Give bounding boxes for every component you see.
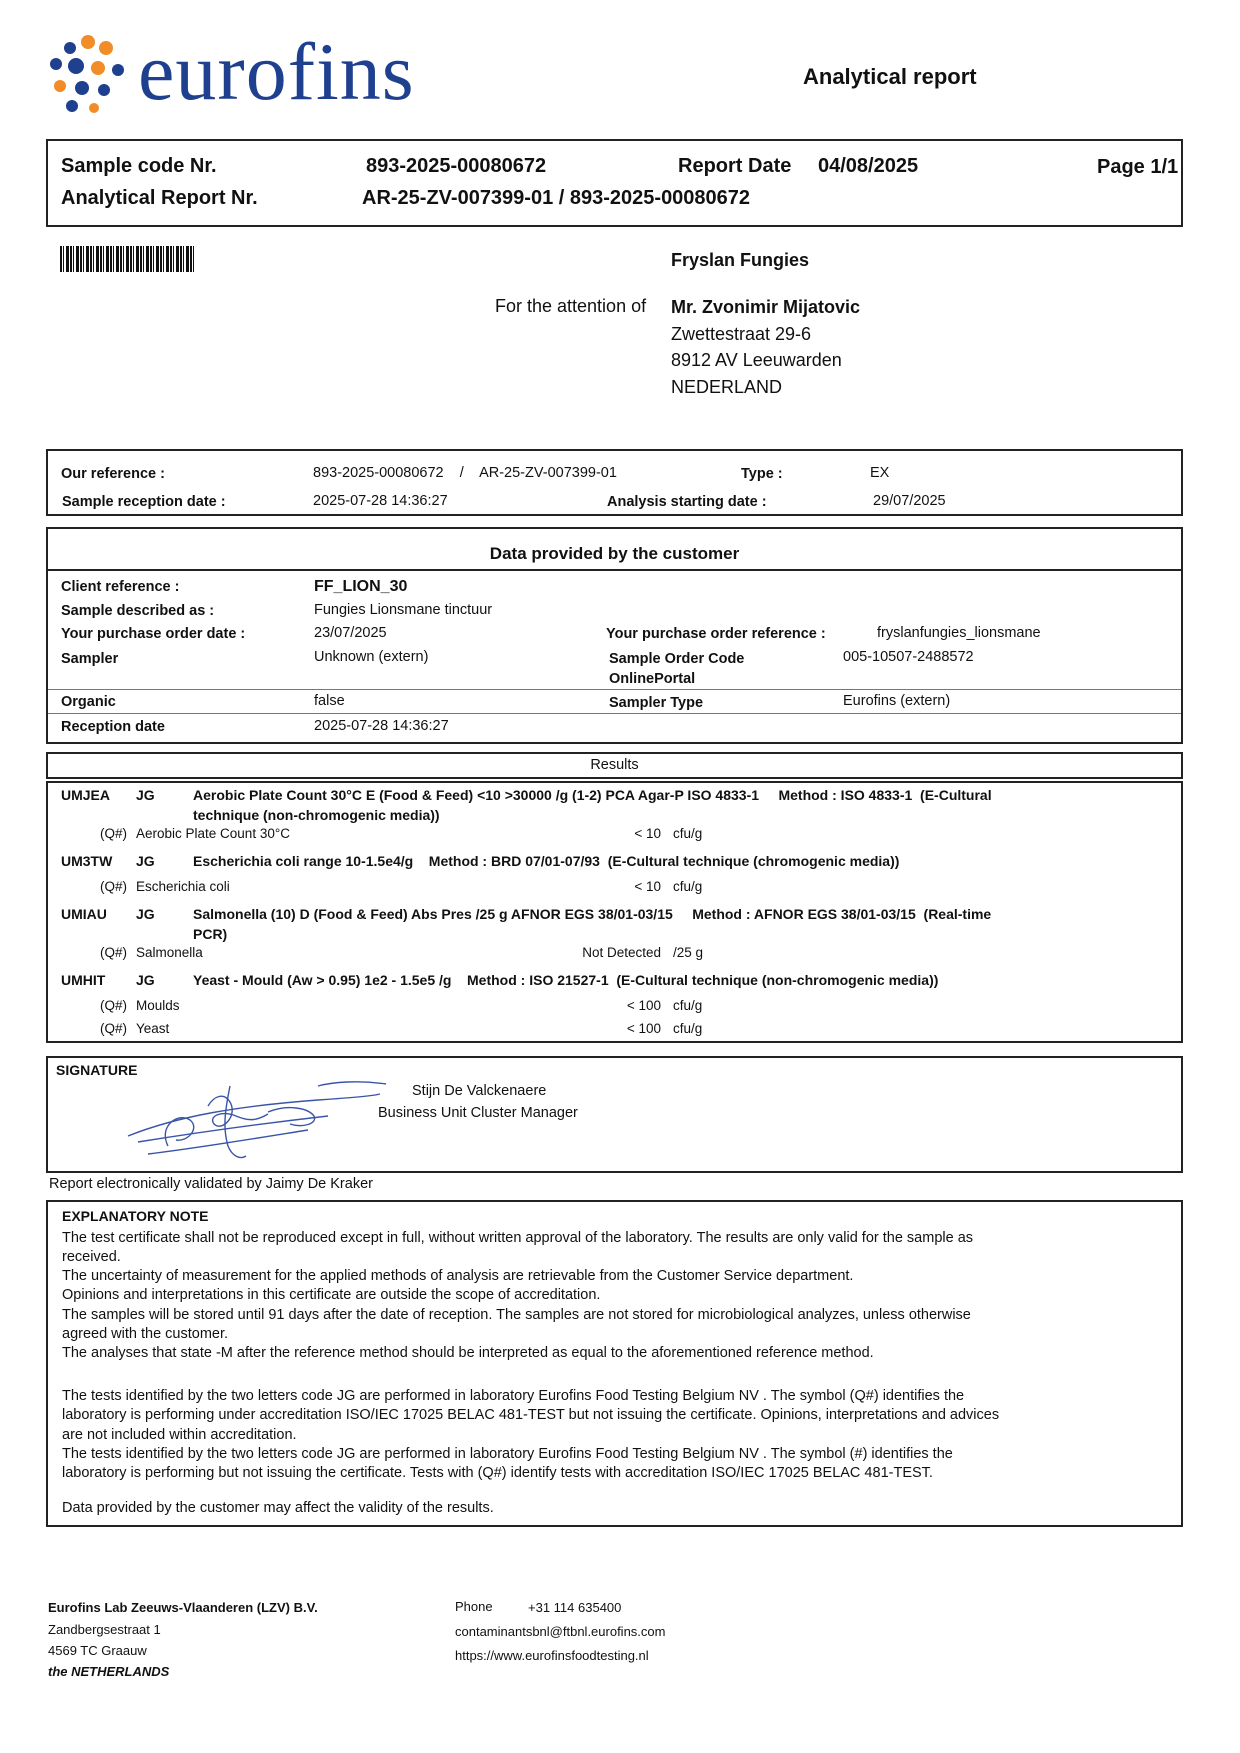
note-line: The uncertainty of measurement for the applied methods of analysis are retrievable from the Customer Service department.	[62, 1268, 854, 1284]
footer-email-link[interactable]: contaminantsbnl@ftbnl.eurofins.com	[455, 1624, 666, 1639]
results-header	[46, 752, 1183, 779]
result-value: < 100	[626, 998, 661, 1013]
sampler-label: Sampler	[61, 651, 119, 667]
type-label: Type :	[741, 466, 783, 482]
analytical-report-value: AR-25-ZV-007399-01 / 893-2025-00080672	[362, 187, 751, 209]
sample-reception-label: Sample reception date :	[62, 494, 226, 510]
result-qualifier: (Q#)	[100, 998, 127, 1013]
result-name: Yeast	[136, 1021, 170, 1036]
reception-date-value: 2025-07-28 14:36:27	[314, 718, 449, 734]
test-lab: JG	[136, 853, 155, 869]
note-line: The tests identified by the two letters code JG are performed in laboratory Eurofins Food Testing Belgium NV . The symbol (Q#) identifies the	[62, 1388, 965, 1404]
type-value: EX	[870, 465, 890, 481]
footer-country: the NETHERLANDS	[48, 1664, 170, 1679]
sample-code-value: 893-2025-00080672	[366, 155, 547, 177]
our-reference-value: 893-2025-00080672 / AR-25-ZV-007399-01	[313, 465, 617, 481]
result-name: Salmonella	[136, 945, 203, 960]
sample-reception-value: 2025-07-28 14:36:27	[313, 493, 448, 509]
eurofins-logo	[48, 34, 128, 114]
signer-role: Business Unit Cluster Manager	[378, 1105, 578, 1121]
result-name: Escherichia coli	[136, 879, 230, 894]
po-date-value: 23/07/2025	[314, 625, 387, 641]
recipient-person: Mr. Zvonimir Mijatovic	[671, 297, 861, 317]
result-qualifier: (Q#)	[100, 945, 127, 960]
result-qualifier: (Q#)	[100, 1021, 127, 1036]
note-line: agreed with the customer.	[62, 1326, 229, 1342]
handwritten-signature	[118, 1076, 388, 1168]
recipient-street: Zwettestraat 29-6	[671, 324, 812, 344]
note-line: The analyses that state -M after the reference method should be interpreted as equal to the aforementioned reference method.	[62, 1345, 874, 1361]
organic-value: false	[314, 693, 345, 709]
note-line: The tests identified by the two letters code JG are performed in laboratory Eurofins Food Testing Belgium NV . The symbol (#) identifies the	[62, 1446, 953, 1462]
note-heading: EXPLANATORY NOTE	[62, 1208, 209, 1224]
signer-name: Stijn De Valckenaere	[412, 1083, 547, 1099]
result-value: < 10	[634, 826, 661, 841]
test-description: Escherichia coli range 10-1.5e4/g Method : BRD 07/01-07/93 (E-Cultural technique (chromogenic media))	[193, 853, 900, 869]
sampler-type-value: Eurofins (extern)	[843, 693, 951, 709]
reception-date-label: Reception date	[61, 719, 165, 735]
result-name: Aerobic Plate Count 30°C	[136, 826, 290, 841]
result-unit: cfu/g	[673, 879, 703, 894]
analysis-start-value: 29/07/2025	[873, 493, 946, 509]
sample-described-label: Sample described as :	[61, 603, 215, 619]
test-lab: JG	[136, 787, 155, 803]
po-reference-label: Your purchase order reference :	[606, 626, 826, 642]
analytical-report-label: Analytical Report Nr.	[61, 187, 258, 209]
footer-city: 4569 TC Graauw	[48, 1643, 147, 1658]
footer-street: Zandbergsestraat 1	[48, 1622, 161, 1637]
sampler-value: Unknown (extern)	[314, 649, 429, 665]
page-number: Page 1/1	[1097, 156, 1179, 178]
report-title: Analytical report	[803, 64, 977, 89]
signature-heading: SIGNATURE	[56, 1062, 138, 1078]
result-unit: cfu/g	[673, 1021, 703, 1036]
footer-lab-name: Eurofins Lab Zeeuws-Vlaanderen (LZV) B.V.	[48, 1600, 318, 1615]
test-lab: JG	[136, 972, 155, 988]
po-reference-value: fryslanfungies_lionsmane	[877, 625, 1041, 641]
validation-note: Report electronically validated by Jaimy De Kraker	[49, 1176, 373, 1192]
note-line: received.	[62, 1249, 121, 1265]
po-date-label: Your purchase order date :	[61, 626, 246, 642]
result-value: < 100	[626, 1021, 661, 1036]
footer-phone-label: Phone	[455, 1599, 493, 1614]
test-code: UMIAU	[61, 906, 107, 922]
test-code: UMJEA	[61, 787, 111, 803]
our-reference-label: Our reference :	[61, 466, 165, 482]
customer-data-box	[46, 527, 1183, 744]
test-description: Yeast - Mould (Aw > 0.95) 1e2 - 1.5e5 /g Method : ISO 21527-1 (E-Cultural technique (non-chromogenic media))	[193, 972, 939, 988]
divider	[48, 569, 1181, 571]
result-unit: cfu/g	[673, 998, 703, 1013]
test-description-cont: PCR)	[193, 926, 228, 942]
note-line: Data provided by the customer may affect the validity of the results.	[62, 1500, 494, 1516]
report-date-value: 04/08/2025	[818, 155, 919, 177]
report-codes-box	[46, 139, 1183, 227]
result-name: Moulds	[136, 998, 180, 1013]
sampler-type-label: Sampler Type	[609, 695, 704, 711]
test-description: Aerobic Plate Count 30°C E (Food & Feed) <10 >30000 /g (1-2) PCA Agar-P ISO 4833-1 Method : ISO 4833-1 (E-Cultural	[193, 787, 992, 803]
divider	[48, 713, 1181, 714]
organic-label: Organic	[61, 694, 116, 710]
order-code-value: 005-10507-2488572	[843, 649, 974, 665]
result-qualifier: (Q#)	[100, 826, 127, 841]
result-unit: cfu/g	[673, 826, 703, 841]
results-heading: Results	[590, 757, 639, 773]
results-table	[46, 781, 1183, 1043]
sample-code-label: Sample code Nr.	[61, 155, 217, 177]
note-line: laboratory is performing under accreditation ISO/IEC 17025 BELAC 481-TEST but not issuing the certificate. Opinions, interpretations and advices	[62, 1407, 1000, 1423]
order-code-label: Sample Order Code	[609, 651, 745, 667]
result-unit: /25 g	[673, 945, 704, 960]
analysis-start-label: Analysis starting date :	[607, 494, 767, 510]
result-value: < 10	[634, 879, 661, 894]
attention-label: For the attention of	[495, 296, 647, 316]
recipient-city: 8912 AV Leeuwarden	[671, 350, 842, 370]
note-line: are not included within accreditation.	[62, 1427, 297, 1443]
test-code: UMHIT	[61, 972, 106, 988]
reference-box	[46, 449, 1183, 516]
barcode	[60, 246, 194, 272]
logo-wordmark: eurofins	[138, 26, 415, 117]
signature-box	[46, 1056, 1183, 1173]
note-line: Opinions and interpretations in this certificate are outside the scope of accreditation.	[62, 1287, 601, 1303]
result-qualifier: (Q#)	[100, 879, 127, 894]
test-description: Salmonella (10) D (Food & Feed) Abs Pres /25 g AFNOR EGS 38/01-03/15 Method : AFNOR EGS 38/01-03/15 (Real-time	[193, 906, 992, 922]
test-description-cont: technique (non-chromogenic media))	[193, 807, 440, 823]
explanatory-note-box	[46, 1200, 1183, 1527]
recipient-company: Fryslan Fungies	[671, 250, 810, 270]
report-date-label: Report Date	[678, 155, 792, 177]
note-line: The test certificate shall not be reproduced except in full, without written approval of the laboratory. The results are only valid for the sample as	[62, 1230, 974, 1246]
client-reference-value: FF_LION_30	[314, 578, 408, 595]
footer-website-link[interactable]: https://www.eurofinsfoodtesting.nl	[455, 1648, 649, 1663]
note-line: laboratory is performing but not issuing the certificate. Tests with (Q#) identify tests with accreditation ISO/IEC 17025 BELAC 481-TEST.	[62, 1465, 933, 1481]
footer-phone-value[interactable]: +31 114 635400	[528, 1600, 622, 1615]
divider	[48, 689, 1181, 690]
result-value: Not Detected	[582, 945, 661, 960]
note-line: The samples will be stored until 91 days after the date of reception. The samples are not stored for microbiological analyzes, unless otherwise	[62, 1307, 971, 1323]
eurofins-logo-icon	[48, 34, 128, 114]
recipient-country: NEDERLAND	[671, 377, 783, 397]
test-lab: JG	[136, 906, 155, 922]
order-code-label-portal: OnlinePortal	[609, 671, 696, 687]
client-reference-label: Client reference :	[61, 579, 180, 595]
sample-described-value: Fungies Lionsmane tinctuur	[314, 602, 493, 618]
test-code: UM3TW	[61, 853, 113, 869]
customer-data-heading: Data provided by the customer	[489, 544, 740, 563]
